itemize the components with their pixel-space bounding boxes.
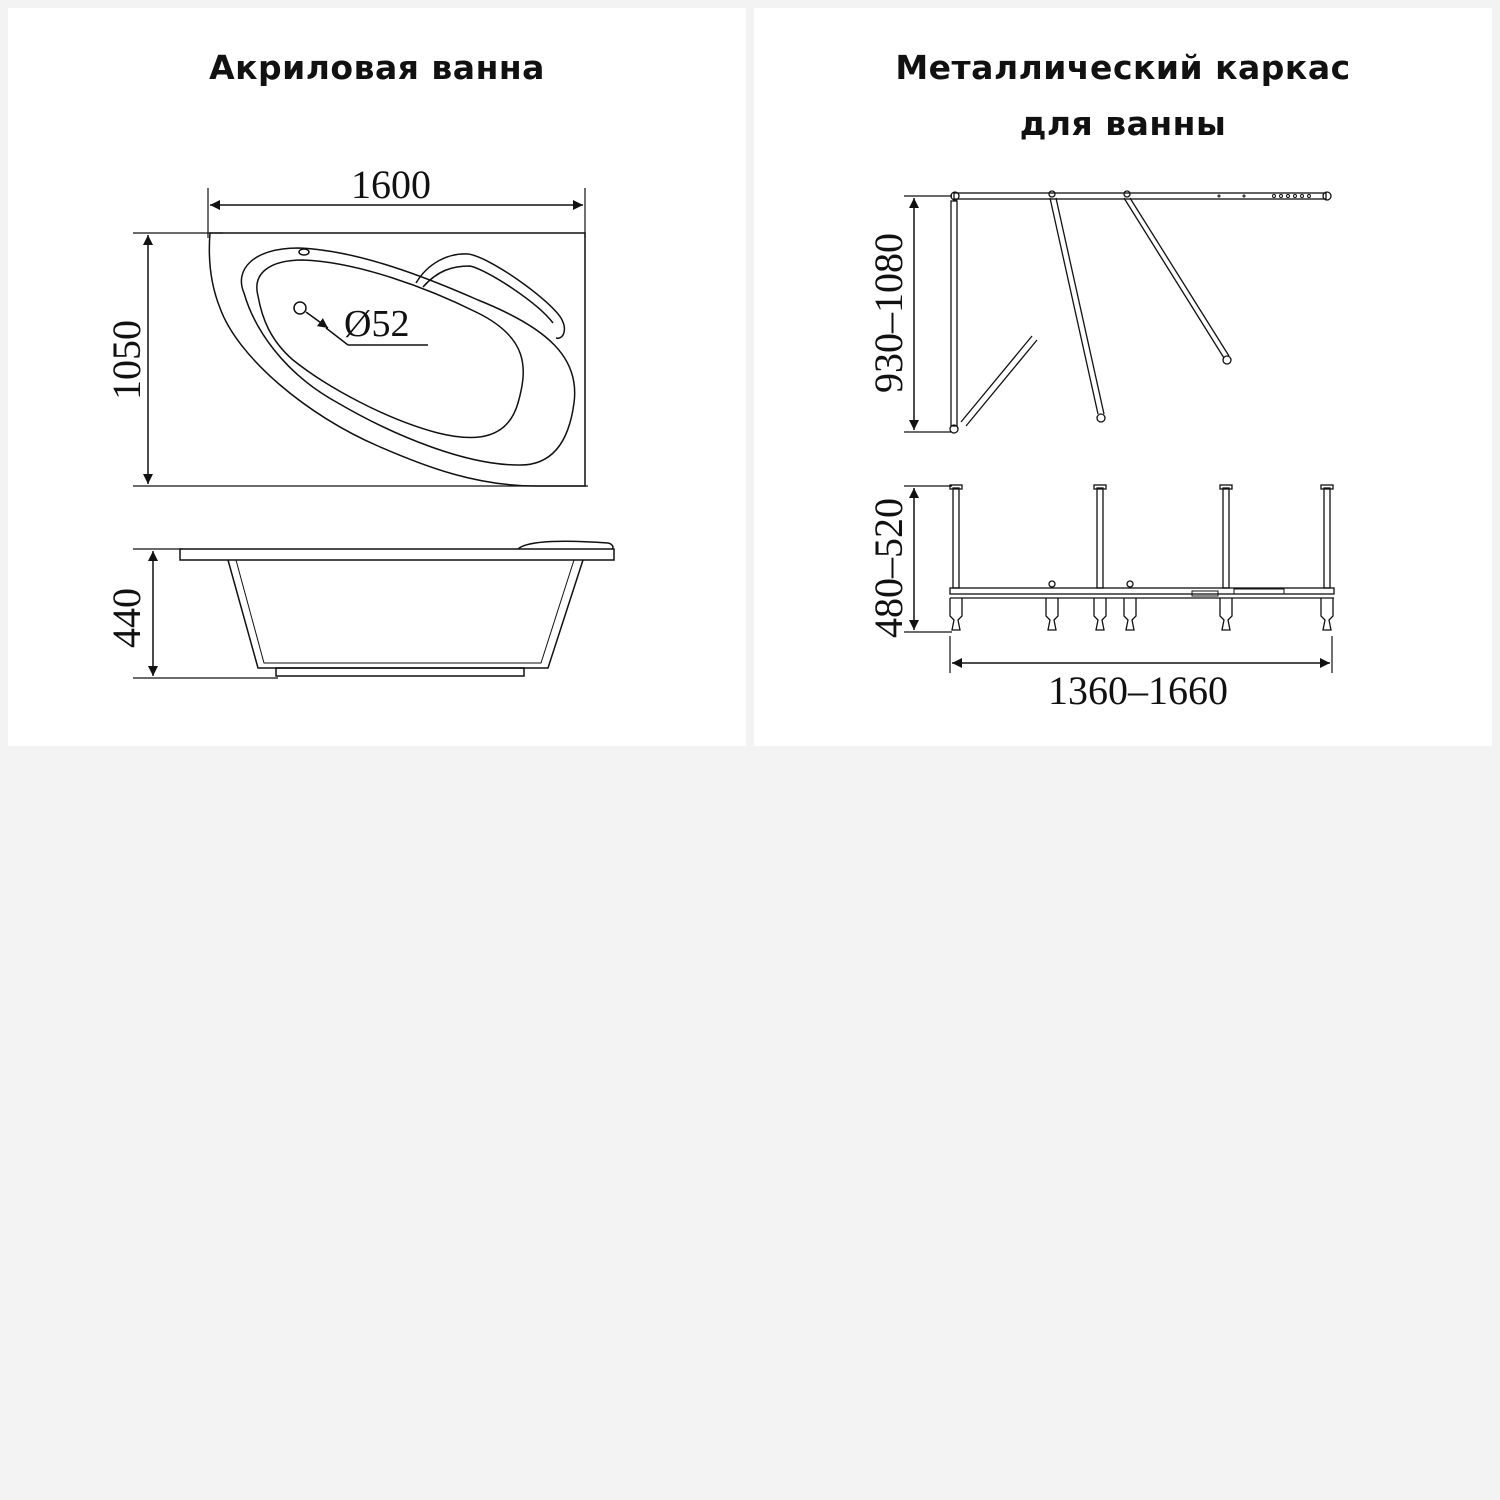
bathtub-drawing bbox=[8, 8, 746, 746]
bathtub-panel bbox=[8, 8, 746, 746]
width-dimension bbox=[104, 233, 588, 486]
bathtub-top-view bbox=[209, 233, 585, 486]
frame-panel bbox=[754, 8, 1492, 746]
depth-dimension bbox=[104, 549, 278, 678]
length-label: 1600 bbox=[351, 162, 431, 207]
drain-diameter-label: Ø52 bbox=[344, 303, 410, 345]
width-label: 1050 bbox=[104, 320, 149, 400]
frame-height-dimension bbox=[866, 486, 952, 638]
frame-top-view bbox=[950, 191, 1331, 433]
frame-length-dimension bbox=[950, 636, 1332, 713]
bathtub-title: Акриловая ванна bbox=[209, 48, 545, 87]
frame-width-dimension bbox=[866, 196, 952, 432]
frame-title-line1: Металлический каркас bbox=[895, 48, 1351, 87]
frame-front-view bbox=[950, 485, 1334, 630]
frame-height-label: 480–520 bbox=[866, 498, 911, 638]
frame-length-label: 1360–1660 bbox=[1048, 668, 1228, 713]
frame-width-label: 930–1080 bbox=[866, 233, 911, 393]
bathtub-side-view bbox=[180, 541, 614, 676]
frame-title-line2: для ванны bbox=[1019, 104, 1227, 143]
length-dimension bbox=[208, 162, 585, 238]
frame-drawing bbox=[754, 8, 1492, 746]
depth-label: 440 bbox=[104, 588, 149, 648]
